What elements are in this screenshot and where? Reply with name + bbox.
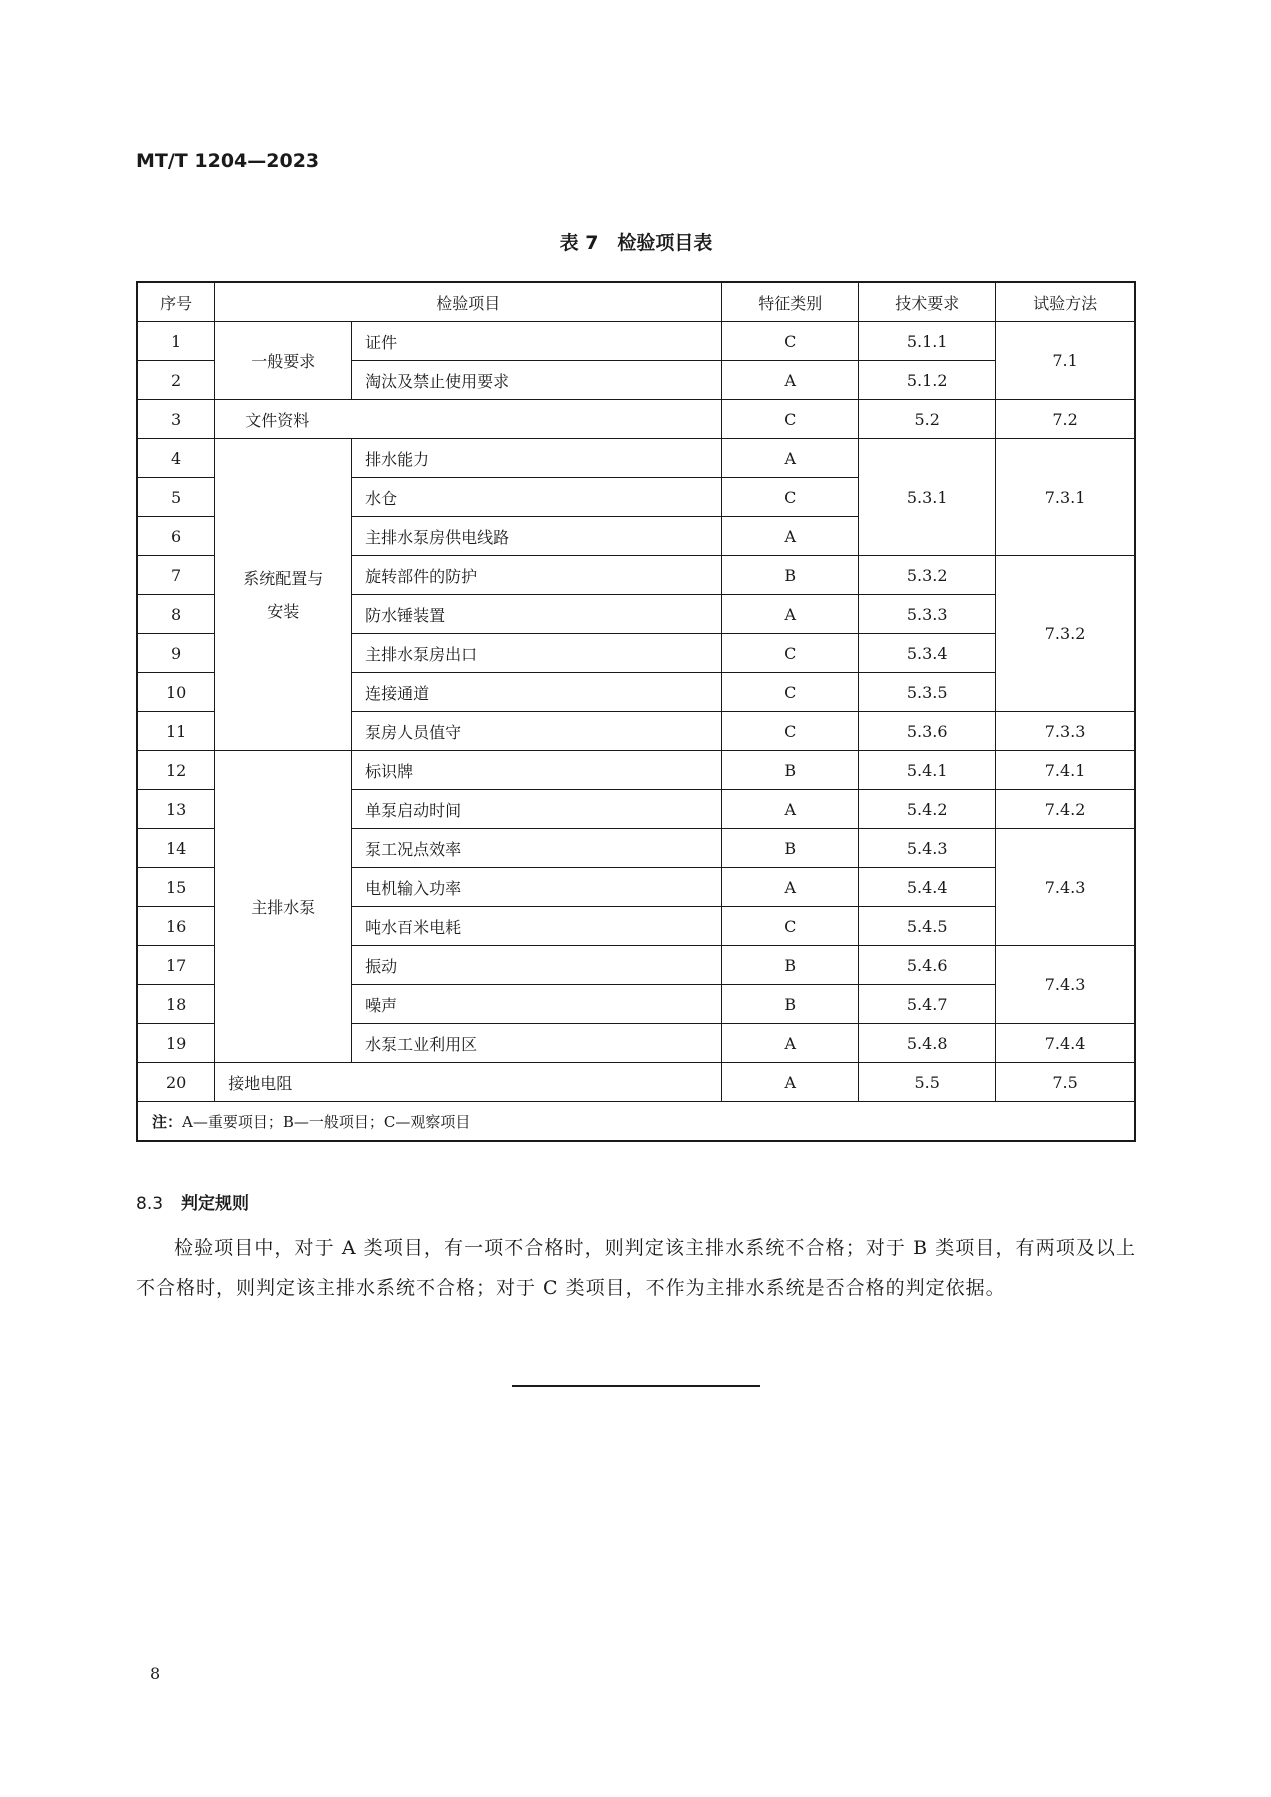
column-header: 技术要求: [859, 282, 996, 322]
row-number: 2: [137, 361, 215, 400]
category-cell: A: [722, 517, 859, 556]
requirement-cell: 5.4.6: [859, 946, 996, 985]
requirement-cell: 5.3.1: [859, 439, 996, 556]
note-text: A—重要项目；B—一般项目；C—观察项目: [182, 1112, 471, 1131]
section-number: 8.3: [136, 1194, 164, 1214]
category-cell: B: [722, 946, 859, 985]
item-name: 振动: [352, 946, 722, 985]
requirement-cell: 5.3.3: [859, 595, 996, 634]
item-name: 淘汰及禁止使用要求: [352, 361, 722, 400]
category-cell: B: [722, 556, 859, 595]
item-name: 水泵工业利用区: [352, 1024, 722, 1063]
method-cell: 7.4.4: [996, 1024, 1135, 1063]
item-name: 泵工况点效率: [352, 829, 722, 868]
method-cell: 7.3.3: [996, 712, 1135, 751]
requirement-cell: 5.1.2: [859, 361, 996, 400]
category-cell: C: [722, 907, 859, 946]
category-cell: A: [722, 1024, 859, 1063]
group-label: 一般要求: [215, 322, 352, 400]
table-row: [137, 1063, 1135, 1102]
category-cell: C: [722, 322, 859, 361]
item-name: 主排水泵房供电线路: [352, 517, 722, 556]
row-number: 18: [137, 985, 215, 1024]
row-number: 20: [137, 1063, 215, 1102]
item-name: 主排水泵房出口: [352, 634, 722, 673]
group-label: 接地电阻: [215, 1063, 722, 1102]
requirement-cell: 5.4.5: [859, 907, 996, 946]
requirement-cell: 5.4.3: [859, 829, 996, 868]
method-cell: 7.4.3: [996, 829, 1135, 946]
method-cell: 7.4.3: [996, 946, 1135, 1024]
standard-code: MT/T 1204—2023: [136, 150, 320, 172]
category-cell: A: [722, 595, 859, 634]
row-number: 19: [137, 1024, 215, 1063]
table-note: [137, 1102, 1135, 1142]
group-label: 主排水泵: [215, 751, 352, 1063]
requirement-cell: 5.4.2: [859, 790, 996, 829]
requirement-cell: 5.1.1: [859, 322, 996, 361]
item-name: 防水锤装置: [352, 595, 722, 634]
section-heading: [136, 1189, 249, 1214]
category-cell: C: [722, 400, 859, 439]
requirement-cell: 5.4.1: [859, 751, 996, 790]
category-cell: A: [722, 361, 859, 400]
requirement-cell: 5.4.7: [859, 985, 996, 1024]
table-caption: 表 7 检验项目表: [559, 232, 713, 254]
requirement-cell: 5.4.8: [859, 1024, 996, 1063]
item-name: 旋转部件的防护: [352, 556, 722, 595]
end-rule: [512, 1385, 760, 1387]
table-row: [137, 751, 1135, 790]
method-cell: 7.4.2: [996, 790, 1135, 829]
column-header: 特征类别: [722, 282, 859, 322]
category-cell: B: [722, 985, 859, 1024]
row-number: 8: [137, 595, 215, 634]
item-name: 泵房人员值守: [352, 712, 722, 751]
row-number: 3: [137, 400, 215, 439]
requirement-cell: 5.3.6: [859, 712, 996, 751]
table-note-row: [137, 1102, 1135, 1142]
section-body: 检验项目中，对于 A 类项目，有一项不合格时，则判定该主排水系统不合格；对于 B 类项目，有两项及以上不合格时，则判定该主排水系统不合格；对于 C 类项目，不作为主排水系统是否合格的判定依据。: [136, 1237, 1136, 1299]
row-number: 17: [137, 946, 215, 985]
group-label: 文件资料: [215, 400, 722, 439]
category-cell: C: [722, 478, 859, 517]
item-name: 标识牌: [352, 751, 722, 790]
column-header: 序号: [137, 282, 215, 322]
category-cell: C: [722, 673, 859, 712]
table-row: [137, 439, 1135, 478]
method-cell: 7.3.1: [996, 439, 1135, 556]
method-cell: 7.5: [996, 1063, 1135, 1102]
row-number: 14: [137, 829, 215, 868]
row-number: 11: [137, 712, 215, 751]
row-number: 15: [137, 868, 215, 907]
category-cell: A: [722, 439, 859, 478]
row-number: 13: [137, 790, 215, 829]
item-name: 水仓: [352, 478, 722, 517]
category-cell: C: [722, 712, 859, 751]
requirement-cell: 5.3.4: [859, 634, 996, 673]
section-title: 判定规则: [181, 1194, 250, 1214]
requirement-cell: 5.2: [859, 400, 996, 439]
method-cell: 7.1: [996, 322, 1135, 400]
table-row: [137, 400, 1135, 439]
item-name: 吨水百米电耗: [352, 907, 722, 946]
category-cell: A: [722, 1063, 859, 1102]
row-number: 1: [137, 322, 215, 361]
row-number: 4: [137, 439, 215, 478]
requirement-cell: 5.3.5: [859, 673, 996, 712]
category-cell: B: [722, 751, 859, 790]
row-number: 10: [137, 673, 215, 712]
method-cell: 7.3.2: [996, 556, 1135, 712]
inspection-table: [136, 281, 1136, 1142]
row-number: 6: [137, 517, 215, 556]
category-cell: A: [722, 790, 859, 829]
category-cell: A: [722, 868, 859, 907]
row-number: 5: [137, 478, 215, 517]
method-cell: 7.2: [996, 400, 1135, 439]
requirement-cell: 5.4.4: [859, 868, 996, 907]
requirement-cell: 5.3.2: [859, 556, 996, 595]
row-number: 7: [137, 556, 215, 595]
note-label: 注：: [152, 1112, 183, 1131]
column-header: 检验项目: [215, 282, 722, 322]
item-name: 排水能力: [352, 439, 722, 478]
row-number: 16: [137, 907, 215, 946]
item-name: 电机输入功率: [352, 868, 722, 907]
item-name: 噪声: [352, 985, 722, 1024]
category-cell: C: [722, 634, 859, 673]
row-number: 9: [137, 634, 215, 673]
group-label: 系统配置与安装: [215, 439, 352, 751]
table-header-row: [137, 282, 1135, 322]
item-name: 单泵启动时间: [352, 790, 722, 829]
column-header: 试验方法: [996, 282, 1135, 322]
category-cell: B: [722, 829, 859, 868]
item-name: 证件: [352, 322, 722, 361]
page-number: 8: [150, 1664, 161, 1683]
requirement-cell: 5.5: [859, 1063, 996, 1102]
table-row: [137, 322, 1135, 361]
item-name: 连接通道: [352, 673, 722, 712]
method-cell: 7.4.1: [996, 751, 1135, 790]
row-number: 12: [137, 751, 215, 790]
